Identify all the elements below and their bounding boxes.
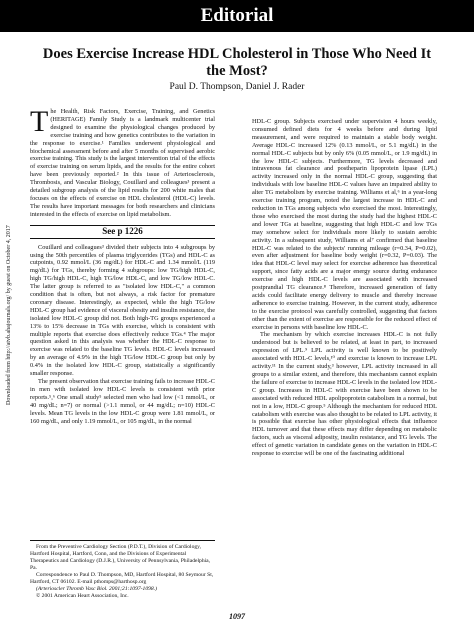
footnote-copyright: © 2001 American Heart Association, Inc.: [36, 593, 129, 599]
intro-text: he Health, Risk Factors, Exercise, Training, and Genetics (HERITAGE) Family Study is a landmark multicenter trial designed to examine the physiological changes produced by exercise training and how genetics contributes to the variation in the response to exercise.¹ Families underwent physiological and biochemical assessment before and after 5 months of supervised aerobic exercise training. This study is the largest intervention trial of the effects of exercise training on serum lipids, and the results for the entire cohort have been previously reported.² In this issue of Arteriosclerosis, Thrombosis, and Vascular Biology, Couillard and colleagues³ present a detailed subgroup analysis of the lipid results for 200 white males that focuses on the effects of exercise on HDL cholesterol (HDL-C) levels. The results have important messages for both researchers and clinicians interested in the effects of exercise on lipid metabolism.: [30, 108, 215, 218]
footnote: [30, 540, 215, 600]
body-paragraph-3: The present observation that exercise training fails to increase HDL-C in men with isolated low HDL-C levels is consistent with prior reports.⁵,⁶ One small study⁵ selected men who had low (<1 mmol/L, or 40 mg/dL; n=7) or normal (>1.1 mmol, or 44 mg/dL; n=10) HDL-C levels. Mean TG levels in the low HDL-C group were 1.81 mmol/L, or 160 mg/dL, and only 1.19 mmol/L, or 105 mg/dL, in the normal: [30, 378, 215, 425]
article-authors: Paul D. Thompson, Daniel J. Rader: [169, 82, 305, 92]
footnote-citation: (Arterioscler Thromb Vasc Biol. 2001;21:1097-1098.): [36, 586, 157, 592]
body-paragraph-2: Couillard and colleagues³ divided their subjects into 4 subgroups by using the 50th percentiles of plasma triglycerides (TGs) and HDL-C as cutpoints, 0.92 mmol/L (36 mg/dL) for HDL-C and 1.34 mmol/L (119 mg/dL) for TGs, thereby forming 4 subgroups: low TG/high HDL-C, high TG/high HDL-C, high TG/low HDL-C, and low TG/low HDL-C. The latter group is referred to as "isolated low HDL-C," a common condition that is often, but not always, a risk factor for premature coronary disease. Interestingly, as expected, while the high TG/low HDL-C group had evidence of visceral obesity and insulin resistance, the isolated low HDL-C group did not. Both high-TG groups experienced a 13% to 15% decrease in TGs with exercise, which is consistent with multiple reports that exercise does effectively reduce TGs.⁴ The major question asked in this analysis was whether the HDL-C response to exercise was related to the baseline TG levels. HDL-C levels increased by an average of 4.9% in the high TG/low HDL-C group but only by 0.4% in the isolated low HDL-C group, statistically a significantly smaller response.: [30, 243, 215, 378]
intro-paragraph: [30, 105, 215, 219]
left-column: [30, 105, 215, 425]
right-paragraph-2: The mechanism by which exercise increases HDL-C is not fully understood but is believed to be related, at least in part, to increased expression of LPL.⁹ LPL activity is well known to be positively associated with HDL-C levels,¹⁰ and exercise is known to increase LPL activity.¹¹ In the current study,³ however, LPL activity increased in all groups to a similar extent, and therefore, this mechanism cannot explain the failure of exercise to increase HDL-C levels in the isolated low HDL-C group. Increases in HDL-C with exercise have been shown to be associated with reduced HDL apolipoprotein catabolism in a normal, but not in a low, HDL-C group.⁵ Although the mechanism for reduced HDL catabolism with exercise was also thought to be related to LPL activity, it is possible that exercise has other physiological effects that influence HDL turnover and that these effects may differ depending on metabolic factors, such as visceral adiposity, insulin resistance, and TG levels. The effect of genetic variation in candidate genes on the variation in HDL-C response to exercise will be one of the fascinating additional: [252, 331, 437, 458]
footnote-affiliation: From the Preventive Cardiology Section (P.D.T.), Division of Cardiology, Hartford Hospital, Hartford, Conn, and the Divisions of Experimental Therapeutics and Cardiology (D.J.R.), University of Pennsylvania, Philadelphia, Pa.: [30, 544, 211, 571]
right-column: [252, 118, 437, 458]
see-page-reference: See p 1226: [30, 225, 215, 239]
page-number: 1097: [229, 612, 245, 621]
drop-cap: T: [30, 105, 49, 138]
footnote-correspondence: Correspondence to Paul D. Thompson, MD, Hartford Hospital, 80 Seymour St, Hartford, CT 06102. E-mail pthomps@harthosp.org: [30, 572, 214, 585]
download-sidebar: Downloaded from http://atvb.ahajournals.org/ by guest on October 4, 2017: [6, 225, 12, 405]
right-paragraph-1: HDL-C group. Subjects exercised under supervision 4 hours weekly, consumed defined diets for 4 weeks before and during lipid measurement, and were required to maintain a stable body weight. Average HDL-C increased 12% (0.13 mmol/L, or 5.1 mg/dL) in the normal HDL-C subjects but by only 6% (0.05 mmol/L, or 1.9 mg/dL) in the low HDL-C subjects. Furthermore, TG levels decreased and intravenous fat clearance and postheparin lipoprotein lipase (LPL) activity increased only in the normal HDL-C group, suggesting that individuals with low baseline HDL-C values have an impaired ability to alter TG metabolism by exercise training. Williams et al,⁶ in a year-long exercise training program, noted the largest increase in HDL-C and reduction in TGs among subjects who exercised the most. Interestingly, those who exercised the most during the study had the highest HDL-C and lower TGs at baseline, suggesting that high HDL-C and low TGs may somehow select for individuals more likely to sustain aerobic activity. In a subsequent study, Williams et al⁷ confirmed that baseline HDL-C was related to the subjects' running mileage (r=0.34, P=0.02), even after adjustment for baseline body weight (r=0.32, P=0.03). The idea that HDL-C level may select for exercise adherence has theoretical support, since fatty acids are a major energy source during endurance exercise and high HDL-C levels are associated with increased postprandial TG clearance.⁸ Therefore, increased generation of fatty acids could facilitate energy delivery to muscle and thereby increase adherence to exercise training. However, in the current study, adherence to the exercise protocol was carefully controlled, suggesting that factors other than the extent of exercise are responsible for the reduced effect of exercise in persons with baseline low HDL-C.: [252, 118, 437, 331]
editorial-banner: Editorial: [0, 0, 474, 32]
article-title: Does Exercise Increase HDL Cholesterol in Those Who Need It the Most?: [42, 46, 432, 79]
